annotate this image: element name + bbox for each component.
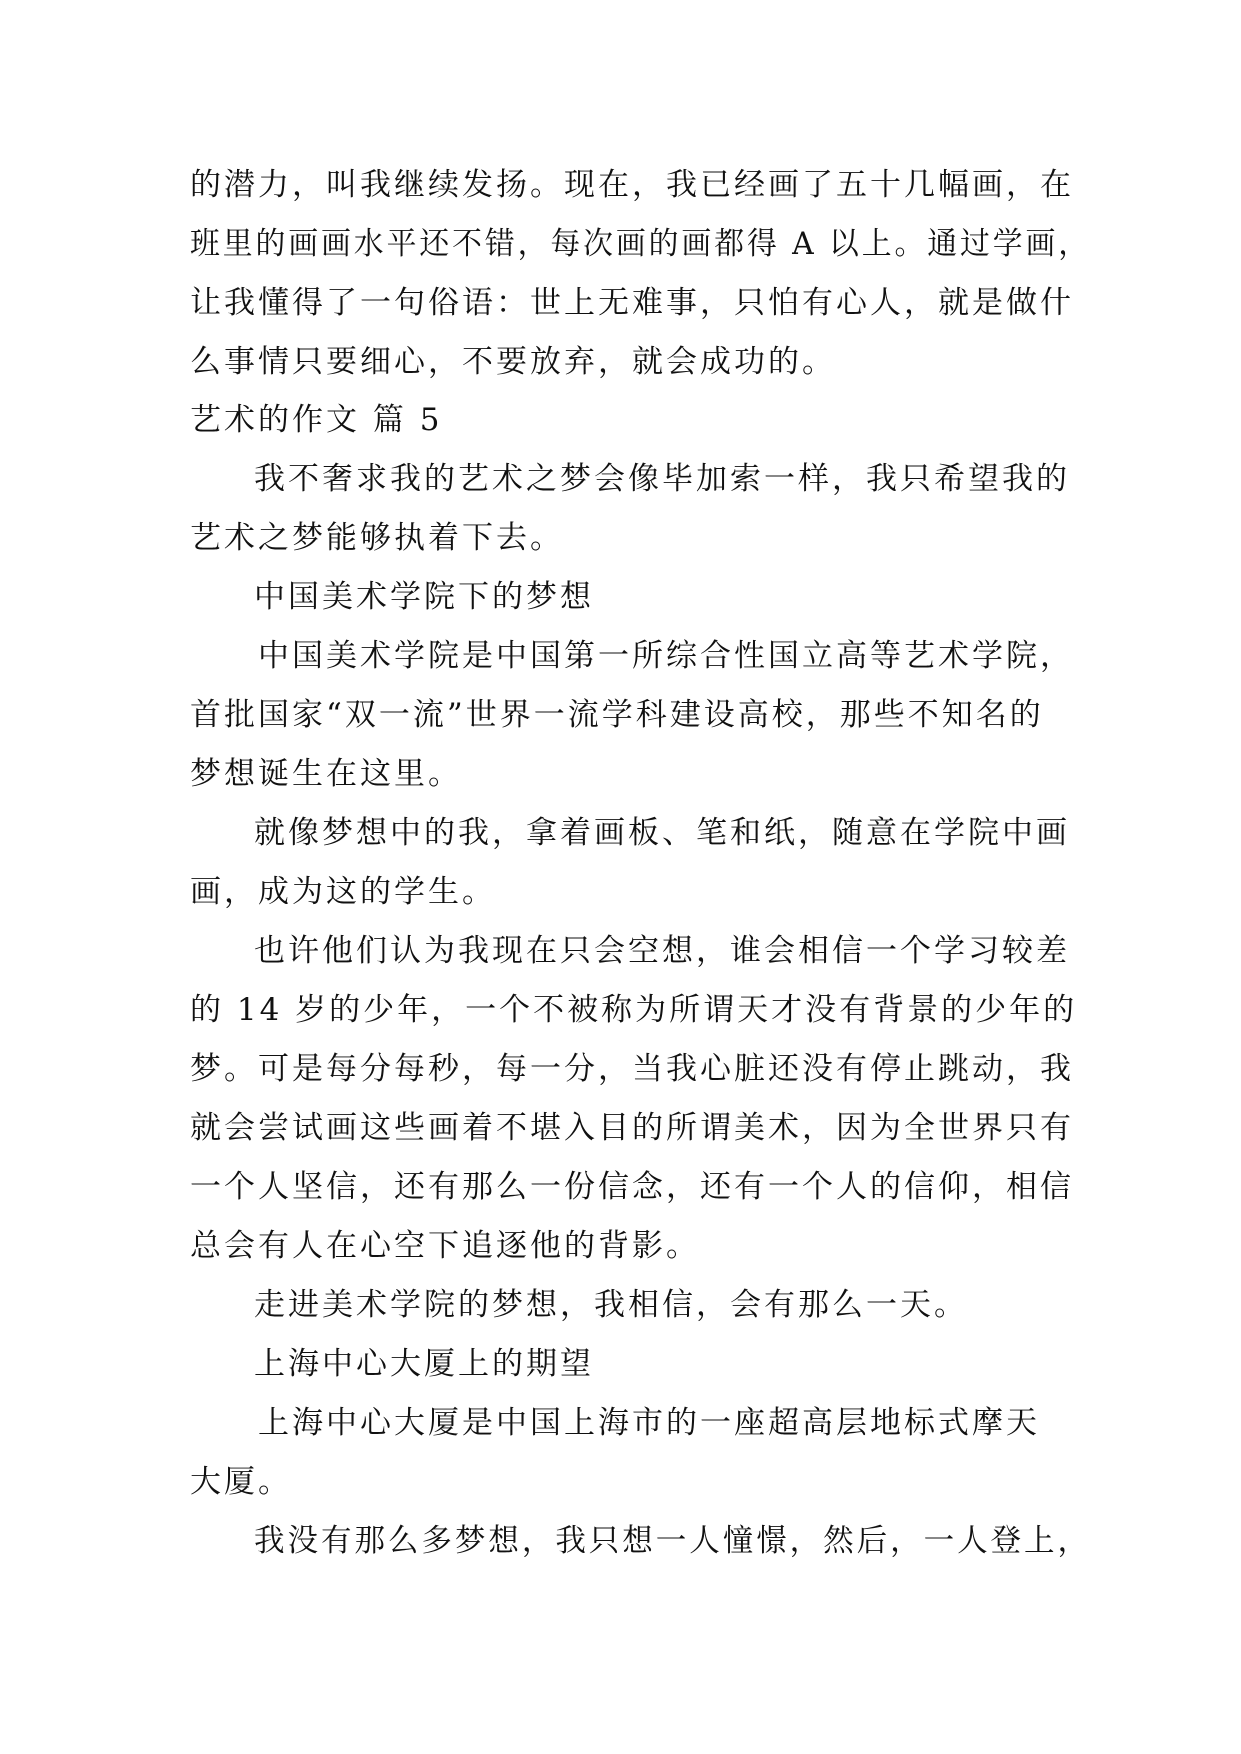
text-line: 的潜力，叫我继续发扬。现在，我已经画了五十几幅画，在 <box>190 167 1074 203</box>
text-line: 就像梦想中的我，拿着画板、笔和纸，随意在学院中画 <box>254 815 1070 851</box>
text-line: 也许他们认为我现在只会空想，谁会相信一个学习较差 <box>254 933 1070 969</box>
text-line: 走进美术学院的梦想，我相信，会有那么一天。 <box>254 1287 968 1323</box>
text-line: 总会有人在心空下追逐他的背影。 <box>190 1228 700 1264</box>
text-line: 首批国家“双一流”世界一流学科建设高校，那些不知名的 <box>190 697 1044 733</box>
text-line: 我没有那么多梦想，我只想一人憧憬，然后，一人登上， <box>254 1523 1091 1559</box>
text-line: 梦。可是每分每秒，每一分，当我心脏还没有停止跳动，我 <box>190 1051 1074 1087</box>
text-line: 画，成为这的学生。 <box>190 874 496 910</box>
text-line: 上海中心大厦是中国上海市的一座超高层地标式摩天 <box>258 1405 1040 1441</box>
text-line: 艺术之梦能够执着下去。 <box>190 520 564 556</box>
text-line: 大厦。 <box>190 1464 292 1500</box>
text-line: 梦想诞生在这里。 <box>190 756 462 792</box>
text-line: 让我懂得了一句俗语：世上无难事，只怕有心人，就是做什 <box>190 285 1074 321</box>
text-line: 中国美术学院是中国第一所综合性国立高等艺术学院， <box>258 638 1074 674</box>
subheading: 上海中心大厦上的期望 <box>254 1346 594 1382</box>
text-line: 班里的画画水平还不错，每次画的画都得 A 以上。通过学画， <box>190 226 1092 262</box>
text-line: 的 14 岁的少年，一个不被称为所谓天才没有背景的少年的 <box>190 992 1078 1028</box>
text-line: 一个人坚信，还有那么一份信念，还有一个人的信仰，相信 <box>190 1169 1074 1205</box>
text-line: 我不奢求我的艺术之梦会像毕加索一样，我只希望我的 <box>254 461 1070 497</box>
section-heading: 艺术的作文 篇 5 <box>190 402 443 438</box>
text-line: 么事情只要细心，不要放弃，就会成功的。 <box>190 344 836 380</box>
text-line: 就会尝试画这些画着不堪入目的所谓美术，因为全世界只有 <box>190 1110 1074 1146</box>
subheading: 中国美术学院下的梦想 <box>254 579 594 615</box>
